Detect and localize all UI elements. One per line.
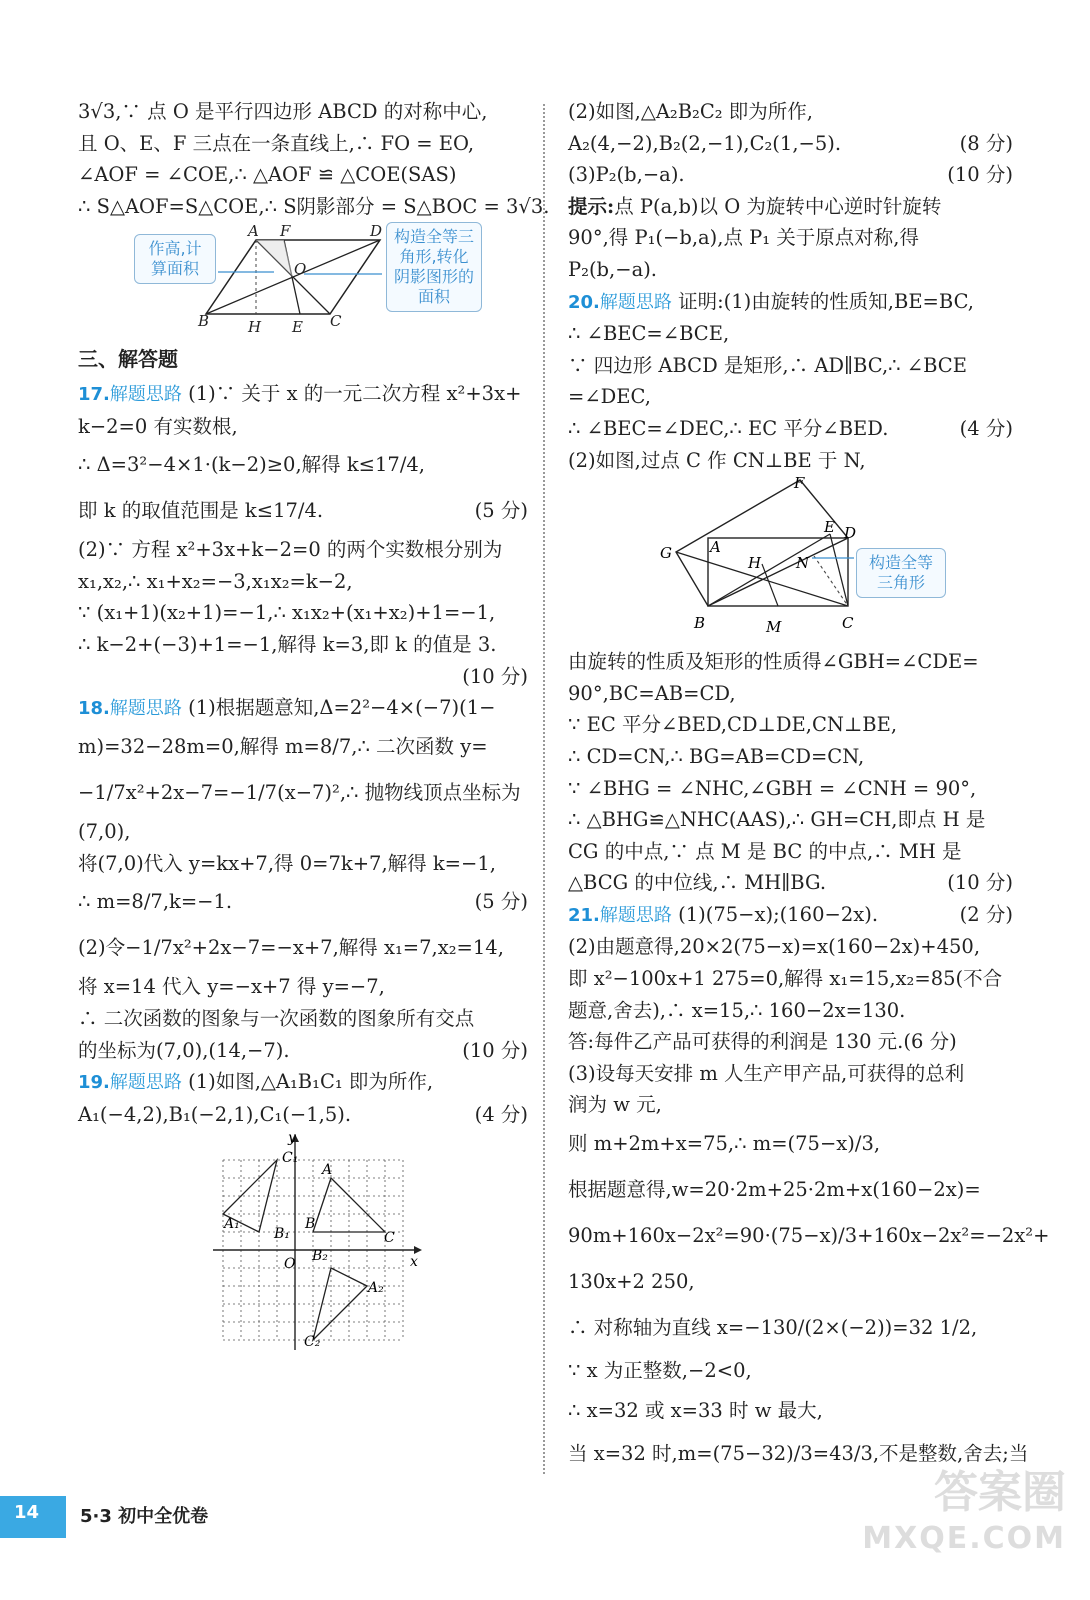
svg-text:C₂: C₂ <box>304 1334 321 1351</box>
svg-text:F: F <box>794 476 805 493</box>
text-line: ∵ ∠BHG = ∠NHC,∠GBH = ∠CNH = 90°, <box>568 776 977 800</box>
coordinate-grid-figure <box>78 1130 528 1356</box>
text-line: ∴ 二次函数的图象与一次函数的图象所有交点 <box>78 1006 475 1030</box>
text-line <box>78 879 528 925</box>
svg-text:C: C <box>842 614 854 633</box>
rectangle-rotation-diagram <box>568 476 1013 646</box>
text: △BCG 的中位线,∴ MH∥BG. <box>568 871 827 895</box>
text-line: 则 m+2m+x=75,∴ m=(75−x)/3, <box>568 1132 881 1156</box>
coordinate-grid <box>78 1130 528 1356</box>
svg-text:O: O <box>294 260 307 279</box>
hint-label: 提示: <box>568 194 615 218</box>
question-number: 17. <box>78 383 110 405</box>
text-line: ∴ k−2+(−3)+1=−1,解得 k=3,即 k 的值是 3. <box>78 632 497 656</box>
text: 即 k 的取值范围是 k≤17/4. <box>78 499 324 523</box>
text-line: ∵ EC 平分∠BED,CD⊥DE,CN⊥BE, <box>568 713 898 737</box>
svg-text:A: A <box>710 538 721 557</box>
question-number: 18. <box>78 697 110 719</box>
text: (1)如图,△A₁B₁C₁ 即为所作, <box>188 1070 434 1094</box>
text-line: 90°,得 P₁(−b,a),点 P₁ 关于原点对称,得 <box>568 226 919 250</box>
text-line: 润为 w 元, <box>568 1093 662 1117</box>
svg-text:A₁: A₁ <box>224 1216 240 1233</box>
section-heading: 三、解答题 <box>78 347 178 372</box>
text-line: 答:每件乙产品可获得的利润是 130 元.(6 分) <box>568 1030 957 1054</box>
text: (1)(75−x);(160−2x). <box>678 902 879 926</box>
score: (5 分) <box>474 890 528 914</box>
question-number: 20. <box>568 291 600 313</box>
svg-text:x: x <box>410 1254 418 1271</box>
text-line: m)=32−28m=0,解得 m=8/7,∴ 二次函数 y= <box>78 735 488 759</box>
text-line: 90m+160x−2x²=90·(75−x)/3+160x−2x²=−2x²+ <box>568 1224 1050 1248</box>
text-line: ∴ 对称轴为直线 x=−130/(2×(−2))=32 1/2, <box>568 1316 978 1340</box>
text-line: (2)如图,过点 C 作 CN⊥BE 于 N, <box>568 448 866 472</box>
score: (10 分) <box>947 163 1013 187</box>
text-line: 90°,BC=AB=CD, <box>568 681 736 705</box>
text-line: ∴ △BHG≌△NHC(AAS),∴ GH=CH,即点 H 是 <box>568 808 986 832</box>
svg-text:B₁: B₁ <box>274 1226 290 1243</box>
text: (1)∵ 关于 x 的一元二次方程 x²+3x+ <box>188 381 522 405</box>
text: (3)P₂(b,−a). <box>568 163 685 187</box>
text: 的坐标为(7,0),(14,−7). <box>78 1038 290 1062</box>
text-line: ∵ 四边形 ABCD 是矩形,∴ AD∥BC,∴ ∠BCE <box>568 353 967 377</box>
text-line: ∴ x=32 或 x=33 时 w 最大, <box>568 1399 823 1423</box>
svg-text:A: A <box>322 1162 333 1179</box>
text-line: ∴ S△AOF=S△COE,∴ S阴影部分 = S△BOC = 3√3. <box>78 194 550 218</box>
parallelogram-figure <box>78 222 528 340</box>
text-line: 当 x=32 时,m=(75−32)/3=43/3,不是整数,舍去;当 <box>568 1442 1029 1466</box>
svg-text:y: y <box>288 1130 296 1147</box>
column-divider <box>543 104 545 1474</box>
text-line <box>568 413 1013 445</box>
svg-text:H: H <box>248 318 262 337</box>
svg-text:M: M <box>766 618 782 637</box>
text-line: ∵ x 为正整数,−2<0, <box>568 1359 752 1383</box>
text-line: (7,0), <box>78 820 131 844</box>
rectangle-rotation-figure <box>568 476 1013 646</box>
svg-text:B₂: B₂ <box>312 1248 328 1265</box>
text-line: ∴ Δ=3²−4×1·(k−2)≥0,解得 k≤17/4, <box>78 453 426 477</box>
question-number: 21. <box>568 904 600 926</box>
text-line: 根据题意得,w=20·2m+25·2m+x(160−2x)= <box>568 1178 981 1202</box>
score: (2 分) <box>959 902 1013 926</box>
solution-tag: 解题思路 <box>599 291 672 313</box>
q18-line <box>78 692 528 725</box>
callout-construct: 构造全等三角形 <box>856 548 946 598</box>
watermark <box>862 1467 1066 1562</box>
solution-tag: 解题思路 <box>109 1072 182 1094</box>
q20-line <box>568 286 1013 319</box>
text-line: 即 x²−100x+1 275=0,解得 x₁=15,x₂=85(不合 <box>568 967 1003 991</box>
text-line: ∴ CD=CN,∴ BG=AB=CD=CN, <box>568 744 865 768</box>
text-line: 130x+2 250, <box>568 1270 695 1294</box>
text-line: (2)如图,△A₂B₂C₂ 即为所作, <box>568 100 813 123</box>
q21-line <box>568 899 1013 932</box>
text-line <box>78 661 528 692</box>
solution-tag: 解题思路 <box>109 383 182 405</box>
svg-text:G: G <box>660 544 672 563</box>
score: (8 分) <box>959 131 1013 155</box>
svg-text:B: B <box>694 614 706 633</box>
text-line: 由旋转的性质及矩形的性质得∠GBH=∠CDE= <box>568 650 979 674</box>
text: ∴ ∠BEC=∠DEC,∴ EC 平分∠BED. <box>568 416 889 440</box>
svg-text:A₂: A₂ <box>368 1280 384 1297</box>
svg-text:E: E <box>824 518 835 537</box>
text-line <box>568 128 1013 160</box>
text-line: (2)令−1/7x²+2x−7=−x+7,解得 x₁=7,x₂=14, <box>78 936 504 960</box>
text-line <box>78 1035 528 1067</box>
svg-text:E: E <box>292 318 303 337</box>
callout-left: 作高,计算面积 <box>134 234 216 284</box>
score: (10 分) <box>462 664 528 688</box>
question-number: 19. <box>78 1072 110 1094</box>
text-line: 且 O、E、F 三点在一条直线上,∴ FO = EO, <box>78 131 475 155</box>
text-line: (2)由题意得,20×2(75−x)=x(160−2x)+450, <box>568 935 981 959</box>
svg-text:O: O <box>284 1256 296 1273</box>
text-line: P₂(b,−a). <box>568 257 657 281</box>
svg-text:B: B <box>198 312 210 331</box>
text-line: x₁,x₂,∴ x₁+x₂=−3,x₁x₂=k−2, <box>78 569 353 593</box>
text: (1)根据题意知,Δ=2²−4×(−7)(1− <box>188 695 496 719</box>
text-line: 3√3,∵ 点 O 是平行四边形 ABCD 的对称中心, <box>78 100 488 123</box>
text-line: 将(7,0)代入 y=kx+7,得 0=7k+7,解得 k=−1, <box>78 851 496 875</box>
text-line <box>78 488 528 534</box>
text-line: ∵ (x₁+1)(x₂+1)=−1,∴ x₁x₂+(x₁+x₂)+1=−1, <box>78 601 496 625</box>
text-line <box>568 159 1013 191</box>
q19-line <box>78 1066 528 1099</box>
svg-text:H: H <box>748 554 762 573</box>
hint-line <box>568 191 1013 223</box>
text-line: CG 的中点,∵ 点 M 是 BC 的中点,∴ MH 是 <box>568 839 962 863</box>
svg-text:D: D <box>370 222 383 241</box>
svg-text:F: F <box>280 222 291 241</box>
q17-line <box>78 378 528 411</box>
text-line: ∴ ∠BEC=∠BCE, <box>568 322 730 346</box>
text-line: 题意,舍去),∴ x=15,∴ 160−2x=130. <box>568 998 906 1022</box>
svg-text:N: N <box>796 554 810 573</box>
text: A₁(−4,2),B₁(−2,1),C₁(−1,5). <box>78 1102 352 1126</box>
text-line: (3)设每天安排 m 人生产甲产品,可获得的总利 <box>568 1061 965 1085</box>
score: (5 分) <box>474 499 528 523</box>
text: 点 P(a,b)以 O 为旋转中心逆时针旋转 <box>614 194 942 218</box>
page-number: 14 <box>14 1502 40 1523</box>
text-line: (2)∵ 方程 x²+3x+k−2=0 的两个实数根分别为 <box>78 538 503 562</box>
callout-right: 构造全等三角形,转化阴影图形的面积 <box>386 222 482 312</box>
score: (4 分) <box>959 416 1013 440</box>
svg-text:D: D <box>844 524 857 543</box>
text-line: ∠AOF = ∠COE,∴ △AOF ≌ △COE(SAS) <box>78 163 457 187</box>
left-column <box>78 96 550 1356</box>
text-line: k−2=0 有实数根, <box>78 414 238 438</box>
score: (10 分) <box>462 1038 528 1062</box>
text: ∴ m=8/7,k=−1. <box>78 890 233 914</box>
solution-tag: 解题思路 <box>109 697 182 719</box>
right-column <box>568 96 1050 1477</box>
svg-text:C: C <box>330 312 342 331</box>
book-title: 5·3 初中全优卷 <box>80 1506 209 1527</box>
svg-text:C: C <box>384 1230 395 1247</box>
text-line <box>568 867 1013 899</box>
text-line: 将 x=14 代入 y=−x+7 得 y=−7, <box>78 975 385 999</box>
text: A₂(4,−2),B₂(2,−1),C₂(1,−5). <box>568 131 842 155</box>
text-line <box>78 1099 528 1131</box>
text-line: =∠DEC, <box>568 385 651 409</box>
svg-text:A: A <box>248 222 259 241</box>
score: (4 分) <box>474 1102 528 1126</box>
text: 证明:(1)由旋转的性质知,BE=BC, <box>678 289 975 313</box>
solution-tag: 解题思路 <box>599 904 672 926</box>
watermark-url: MXQE.COM <box>862 1521 1066 1556</box>
svg-text:C₁: C₁ <box>282 1150 299 1167</box>
text-line: −1/7x²+2x−7=−1/7(x−7)²,∴ 抛物线顶点坐标为 <box>78 781 521 805</box>
score: (10 分) <box>947 871 1013 895</box>
watermark-text: 答案圈 <box>934 1467 1066 1518</box>
svg-text:B: B <box>305 1216 316 1233</box>
